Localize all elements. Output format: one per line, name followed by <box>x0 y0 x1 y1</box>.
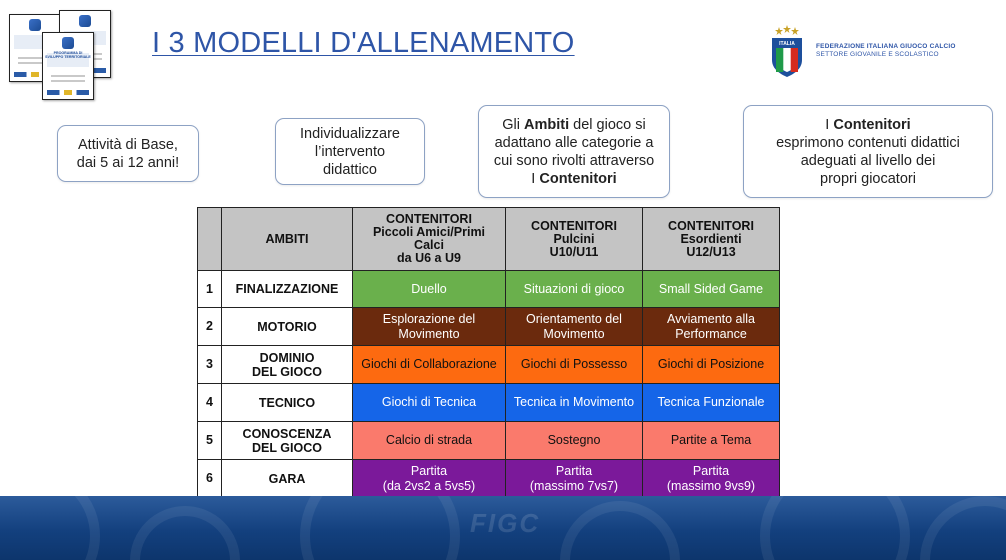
callout-individualizzare <box>275 118 425 185</box>
ambito-cell: CONOSCENZA DEL GIOCO <box>222 422 353 460</box>
contenitore-cell: Orientamento del Movimento <box>506 308 643 346</box>
contenitore-cell: Calcio di strada <box>353 422 506 460</box>
contenitore-cell: Giochi di Possesso <box>506 346 643 384</box>
contenitore-cell: Giochi di Tecnica <box>353 384 506 422</box>
ambito-cell: MOTORIO <box>222 308 353 346</box>
figc-shield-logo <box>770 24 804 78</box>
row-number: 5 <box>198 422 222 460</box>
callout-contenitori <box>743 105 993 198</box>
contenitore-cell: Tecnica in Movimento <box>506 384 643 422</box>
table-row <box>198 460 780 498</box>
crest-icon <box>62 37 74 49</box>
crest-icon <box>79 15 91 27</box>
callout-line: adattano alle categorie a <box>494 134 654 151</box>
contenitore-cell: Situazioni di gioco <box>506 271 643 308</box>
header-ambiti: AMBITI <box>222 208 353 271</box>
callout-line: l’intervento <box>314 143 386 160</box>
crest-icon <box>29 19 41 31</box>
callout-line: I Contenitori <box>825 116 911 133</box>
callout-ambiti <box>478 105 670 198</box>
ambito-cell: FINALIZZAZIONE <box>222 271 353 308</box>
contenitore-cell: Partita (massimo 7vs7) <box>506 460 643 498</box>
footer-band <box>0 496 1006 560</box>
callout-line: I Contenitori <box>531 170 617 187</box>
booklet-title: PROGRAMMA DI SVILUPPO TERRITORIALE <box>45 51 91 59</box>
contenitore-cell: Partita (da 2vs2 a 5vs5) <box>353 460 506 498</box>
contenitore-cell: Sostegno <box>506 422 643 460</box>
logo-line-2: SETTORE GIOVANILE E SCOLASTICO <box>816 51 939 58</box>
contenitore-cell: Small Sided Game <box>643 271 780 308</box>
header-contenitori-u12-u13: CONTENITORI Esordienti U12/U13 <box>643 208 780 271</box>
table-row <box>198 271 780 308</box>
table-row <box>198 308 780 346</box>
logo-badge-text: ITALIA <box>779 41 795 47</box>
contenitore-cell: Esplorazione del Movimento <box>353 308 506 346</box>
callout-line: Individualizzare <box>300 125 400 142</box>
ambito-cell: GARA <box>222 460 353 498</box>
callout-line: didattico <box>322 161 377 178</box>
row-number: 4 <box>198 384 222 422</box>
header-contenitori-u6-u9: CONTENITORI Piccoli Amici/Primi Calci da U6 a U9 <box>353 208 506 271</box>
contenitore-cell: Giochi di Posizione <box>643 346 780 384</box>
callout-line: Attività di Base, <box>78 136 178 153</box>
ambito-cell: DOMINIO DEL GIOCO <box>222 346 353 384</box>
table-row <box>198 422 780 460</box>
table-row <box>198 384 780 422</box>
booklet-cover-front <box>42 32 94 100</box>
contenitore-cell: Tecnica Funzionale <box>643 384 780 422</box>
row-number: 3 <box>198 346 222 384</box>
callout-line: esprimono contenuti didattici <box>776 134 960 151</box>
contenitore-cell: Partita (massimo 9vs9) <box>643 460 780 498</box>
training-models-table <box>197 207 780 498</box>
callout-attivita-di-base <box>57 125 199 182</box>
header-num-cell <box>198 208 222 271</box>
contenitore-cell: Giochi di Collaborazione <box>353 346 506 384</box>
contenitore-cell: Partite a Tema <box>643 422 780 460</box>
table-row <box>198 346 780 384</box>
header-contenitori-u10-u11: CONTENITORI Pulcini U10/U11 <box>506 208 643 271</box>
row-number: 6 <box>198 460 222 498</box>
page-title: I 3 MODELLI D'ALLENAMENTO <box>152 27 575 59</box>
footer-watermark: FIGC <box>470 508 541 538</box>
row-number: 1 <box>198 271 222 308</box>
callout-line: Gli Ambiti del gioco si <box>502 116 646 133</box>
contenitore-cell: Duello <box>353 271 506 308</box>
ambito-cell: TECNICO <box>222 384 353 422</box>
callout-line: dai 5 ai 12 anni! <box>76 154 180 171</box>
logo-line-1: FEDERAZIONE ITALIANA GIUOCO CALCIO <box>816 43 956 50</box>
contenitore-cell: Avviamento alla Performance <box>643 308 780 346</box>
callout-line: adeguati al livello dei <box>800 152 936 169</box>
callout-line: propri giocatori <box>820 170 916 187</box>
callout-line: cui sono rivolti attraverso <box>493 152 655 169</box>
figc-logo-text <box>816 43 956 59</box>
row-number: 2 <box>198 308 222 346</box>
table-header-row <box>198 208 780 271</box>
